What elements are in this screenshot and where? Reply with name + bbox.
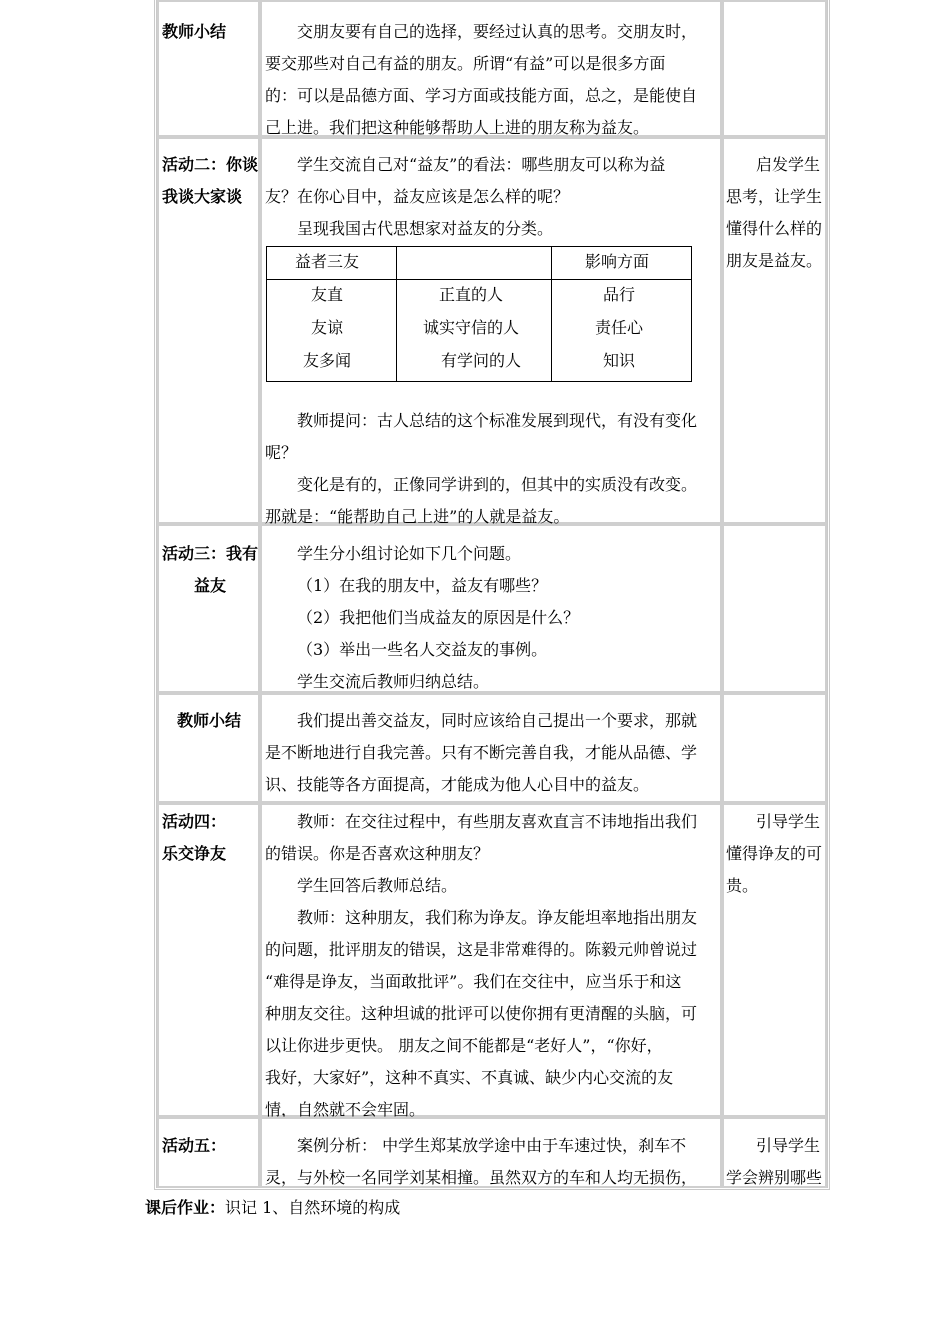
homework-text: 识记 1、自然环境的构成 bbox=[225, 1198, 401, 1217]
row-label: 活动三：我有 bbox=[162, 544, 259, 563]
row-content-cell bbox=[260, 803, 722, 1117]
row-label: 活动四： bbox=[162, 812, 227, 831]
content-line: （3）举出一些名人交益友的事例。 bbox=[297, 640, 548, 659]
note-line: 引导学生 bbox=[756, 812, 821, 831]
row-label-cell bbox=[157, 1117, 260, 1188]
friend-table-cell: 友多闻 bbox=[303, 351, 352, 370]
content-line: 己上进。我们把这种能够帮助人上进的朋友称为益友。 bbox=[265, 118, 650, 137]
row-content-cell bbox=[260, 524, 722, 693]
friend-table-cell: 有学问的人 bbox=[441, 351, 522, 370]
content-line: 学生交流自己对“益友”的看法：哪些朋友可以称为益 bbox=[297, 155, 666, 174]
friend-classification-table bbox=[266, 246, 692, 382]
friend-table-header: 益者三友 bbox=[295, 252, 360, 271]
row-note-cell bbox=[722, 137, 827, 524]
content-line: 种朋友交往。这种坦诚的批评可以使你拥有更清醒的头脑，可 bbox=[265, 1004, 698, 1023]
content-line: 呢？ bbox=[265, 443, 298, 462]
content-line: 那就是：“能帮助自己上进”的人就是益友。 bbox=[265, 507, 570, 526]
row-note-cell bbox=[722, 693, 827, 803]
friend-table-cell: 知识 bbox=[603, 351, 636, 370]
note-line: 懂得诤友的可 bbox=[726, 844, 823, 863]
content-line: （2）我把他们当成益友的原因是什么？ bbox=[297, 608, 580, 627]
friend-table-header: 影响方面 bbox=[585, 252, 650, 271]
note-line: 朋友是益友。 bbox=[726, 251, 823, 270]
table-row-activity-4 bbox=[157, 803, 827, 1117]
content-line: 我好，大家好”，这种不真实、不真诚、缺少内心交流的友 bbox=[265, 1068, 674, 1087]
content-line: 学生回答后教师总结。 bbox=[297, 876, 458, 895]
content-line: 识、技能等各方面提高，才能成为他人心目中的益友。 bbox=[265, 775, 650, 794]
note-line: 引导学生 bbox=[756, 1136, 821, 1155]
friend-table-cell: 正直的人 bbox=[439, 285, 504, 304]
content-line: 是不断地进行自我完善。只有不断完善自我，才能从品德、学 bbox=[265, 743, 698, 762]
content-line: 情，自然就不会牢固。 bbox=[265, 1100, 426, 1119]
row-content-cell bbox=[260, 693, 722, 803]
row-label-cell bbox=[157, 803, 260, 1117]
content-line: 友？在你心目中，益友应该是怎么样的呢？ bbox=[265, 187, 570, 206]
row-label: 我谈大家谈 bbox=[162, 187, 243, 206]
row-label: 益友 bbox=[194, 576, 227, 595]
row-label: 活动五： bbox=[162, 1136, 227, 1155]
content-line: 的：可以是品德方面、学习方面或技能方面，总之，是能使自 bbox=[265, 86, 698, 105]
friend-table-cell: 品行 bbox=[603, 285, 636, 304]
friend-table-cell: 友直 bbox=[311, 285, 344, 304]
row-note-cell bbox=[722, 803, 827, 1117]
content-line: 以让你进步更快。 朋友之间不能都是“老好人”，“你好， bbox=[265, 1036, 663, 1055]
content-line: 学生交流后教师归纳总结。 bbox=[297, 672, 490, 691]
friend-table-cell: 友谅 bbox=[311, 318, 344, 337]
content-line: 案例分析： 中学生郑某放学途中由于车速过快，刹车不 bbox=[297, 1136, 687, 1155]
row-content-cell bbox=[260, 1117, 722, 1188]
note-line: 学会辨别哪些 bbox=[726, 1168, 823, 1187]
row-note-cell bbox=[722, 524, 827, 693]
note-line: 懂得什么样的 bbox=[726, 219, 823, 238]
row-label-cell bbox=[157, 693, 260, 803]
table-row-activity-5 bbox=[157, 1117, 827, 1188]
row-label-cell bbox=[157, 0, 260, 137]
homework-line bbox=[145, 1198, 400, 1218]
row-content-cell bbox=[260, 0, 722, 137]
note-line: 启发学生 bbox=[756, 155, 821, 174]
content-line: 我们提出善交益友，同时应该给自己提出一个要求，那就 bbox=[297, 711, 698, 730]
content-line: 要交那些对自己有益的朋友。所谓“有益”可以是很多方面 bbox=[265, 54, 666, 73]
table-row-activity-3 bbox=[157, 524, 827, 693]
content-line: 教师提问：古人总结的这个标准发展到现代，有没有变化 bbox=[297, 411, 698, 430]
table-row-teacher-summary-2 bbox=[157, 693, 827, 803]
content-line: 交朋友要有自己的选择，要经过认真的思考。交朋友时， bbox=[297, 22, 698, 41]
homework-label: 课后作业： bbox=[145, 1198, 226, 1217]
row-label: 教师小结 bbox=[162, 22, 227, 41]
content-line: 的问题，批评朋友的错误，这是非常难得的。陈毅元帅曾说过 bbox=[265, 940, 698, 959]
content-line: （1）在我的朋友中，益友有哪些？ bbox=[297, 576, 548, 595]
note-line: 贵。 bbox=[726, 876, 759, 895]
row-label-cell bbox=[157, 524, 260, 693]
friend-table-cell: 责任心 bbox=[595, 318, 644, 337]
row-note-cell bbox=[722, 0, 827, 137]
content-line: 变化是有的，正像同学讲到的，但其中的实质没有改变。 bbox=[297, 475, 698, 494]
row-label: 乐交诤友 bbox=[162, 844, 227, 863]
row-label-cell bbox=[157, 137, 260, 524]
row-label: 活动二：你谈 bbox=[162, 155, 259, 174]
content-line: 学生分小组讨论如下几个问题。 bbox=[297, 544, 522, 563]
content-line: 的错误。你是否喜欢这种朋友？ bbox=[265, 844, 490, 863]
table-row-teacher-summary-1 bbox=[157, 0, 827, 137]
note-line: 思考，让学生 bbox=[726, 187, 823, 206]
content-line: 灵，与外校一名同学刘某相撞。虽然双方的车和人均无损伤， bbox=[265, 1168, 698, 1187]
content-line: 教师：在交往过程中，有些朋友喜欢直言不讳地指出我们 bbox=[297, 812, 698, 831]
row-label: 教师小结 bbox=[177, 711, 242, 730]
friend-table-cell: 诚实守信的人 bbox=[423, 318, 520, 337]
content-line: 呈现我国古代思想家对益友的分类。 bbox=[297, 219, 554, 238]
content-line: 教师：这种朋友，我们称为诤友。诤友能坦率地指出朋友 bbox=[297, 908, 698, 927]
row-note-cell bbox=[722, 1117, 827, 1188]
content-line: “难得是诤友，当面敢批评”。我们在交往中，应当乐于和这 bbox=[265, 972, 682, 991]
